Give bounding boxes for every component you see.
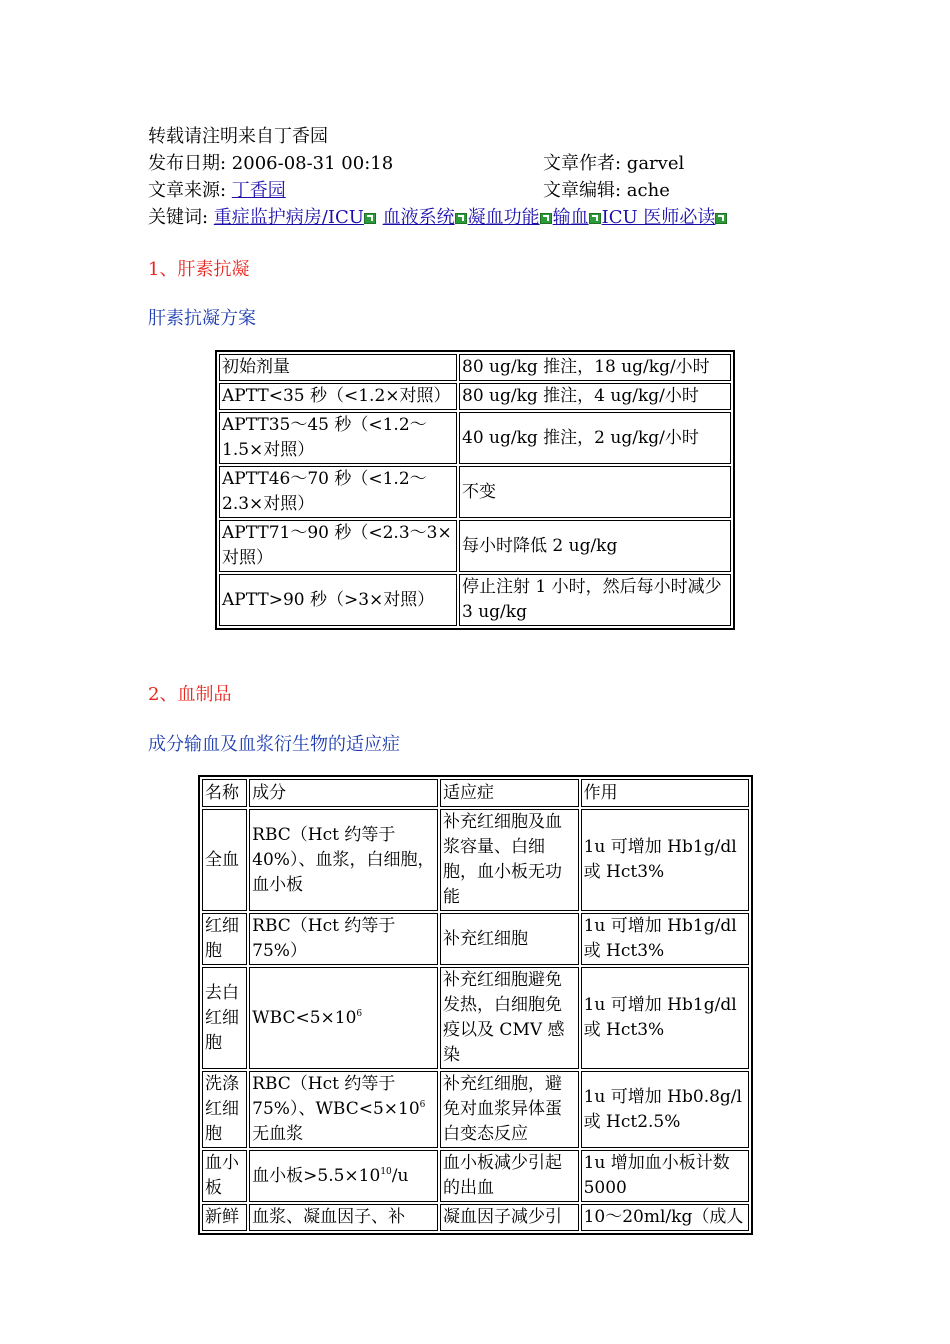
table-cell: RBC（Hct 约等于 75%） [249,913,438,965]
repost-note-text: 转载请注明来自丁香园 [148,126,328,147]
keywords-label: 关键词: [148,207,214,228]
column-header: 名称 [202,779,247,807]
editor-label: 文章编辑: [543,180,627,201]
table-cell: 1u 可增加 Hb0.8g/l 或 Hct2.5% [581,1071,749,1148]
repost-note [148,123,328,150]
table-row [202,1204,749,1231]
component-text: RBC（Hct 约等于 75%）、WBC<5×10 [252,1074,420,1119]
external-link-icon[interactable] [455,213,467,224]
component-text: WBC<5×10 [252,1007,357,1028]
keyword-link-coagulation[interactable]: 凝血功能 [467,207,540,228]
superscript: 6 [356,1008,363,1019]
keywords-row [148,204,728,231]
table-cell: 血小板 [202,1150,247,1202]
table-cell: 1u 可增加 Hb1g/dl 或 Hct3% [581,809,749,911]
external-link-icon[interactable] [364,213,376,224]
table-cell: 1u 增加血小板计数 5000 [581,1150,749,1202]
table-cell: 全血 [202,809,247,911]
keyword-link-icu-must-read[interactable]: ICU 医师必读 [601,207,716,228]
editor-name: ache [626,180,670,201]
table-cell: APTT35～45 秒（<1.2～1.5×对照） [219,412,457,464]
publish-date: 2006-08-31 00:18 [231,153,394,174]
table-cell: 补充红细胞及血浆容量、白细胞，血小板无功能 [440,809,579,911]
table-cell: APTT71～90 秒（<2.3～3×对照） [219,520,457,572]
table-cell: 停止注射 1 小时，然后每小时减少 3 ug/kg [459,574,731,626]
superscript: 6 [419,1100,426,1110]
table-header-row [202,779,749,807]
table-cell: 去白红细胞 [202,967,247,1069]
column-header: 适应症 [440,779,579,807]
table-cell: 80 ug/kg 推注，18 ug/kg/小时 [459,354,731,381]
author-field [543,150,684,177]
table-row [219,574,731,626]
column-header: 作用 [581,779,749,807]
author-label: 文章作者: [543,153,627,174]
column-header: 成分 [249,779,438,807]
table-cell: 每小时降低 2 ug/kg [459,520,731,572]
table-row [219,466,731,518]
table-cell: 1u 可增加 Hb1g/dl 或 Hct3% [581,967,749,1069]
publish-row [148,150,848,177]
table-row [219,354,731,381]
blood-products-table [198,775,753,1235]
table-cell: 补充红细胞避免发热，白细胞免疫以及 CMV 感染 [440,967,579,1069]
component-text: 血小板>5.5×10 [252,1165,381,1186]
table-cell: 初始剂量 [219,354,457,381]
table-row [202,967,749,1069]
table-cell [249,1071,438,1148]
table-cell: RBC（Hct 约等于 40%）、血浆，白细胞，血小板 [249,809,438,911]
superscript: 10 [380,1166,392,1177]
table-cell: 洗涤红细胞 [202,1071,247,1148]
table-cell: 凝血因子减少引 [440,1204,579,1231]
table-row [202,1150,749,1202]
table-cell: APTT<35 秒（<1.2×对照） [219,383,457,410]
table-cell: APTT>90 秒（>3×对照） [219,574,457,626]
table-cell: 血浆、凝血因子、补 [249,1204,438,1231]
keyword-link-icu[interactable]: 重症监护病房/ICU [213,207,364,228]
editor-field [543,177,670,204]
section1-heading: 1、肝素抗凝 [148,259,250,280]
source-label: 文章来源: [148,180,232,201]
table-row [202,1071,749,1148]
component-text: /u [391,1165,409,1186]
table-row [219,520,731,572]
table-row [219,412,731,464]
source-row [148,177,848,204]
table-cell: 40 ug/kg 推注，2 ug/kg/小时 [459,412,731,464]
table-cell: 血小板减少引起的出血 [440,1150,579,1202]
publish-label: 发布日期: [148,153,232,174]
table-cell: 10～20ml/kg（成人 [581,1204,749,1231]
table-cell: 红细胞 [202,913,247,965]
table-row [202,809,749,911]
keyword-link-blood-system[interactable]: 血液系统 [382,207,455,228]
keyword-link-transfusion[interactable]: 输血 [552,207,589,228]
heparin-table [215,350,735,630]
table-cell: 80 ug/kg 推注，4 ug/kg/小时 [459,383,731,410]
table-cell: APTT46～70 秒（<1.2～2.3×对照） [219,466,457,518]
section2-heading: 2、血制品 [148,684,232,705]
table-cell: 不变 [459,466,731,518]
external-link-icon[interactable] [589,213,601,224]
source-link[interactable]: 丁香园 [231,180,286,201]
table-row [219,383,731,410]
external-link-icon[interactable] [715,213,727,224]
table-cell: 补充红细胞 [440,913,579,965]
author-name: garvel [626,153,685,174]
section1-subheading: 肝素抗凝方案 [148,308,256,329]
table-cell [249,1150,438,1202]
external-link-icon[interactable] [540,213,552,224]
table-cell: 补充红细胞，避免对血浆异体蛋白变态反应 [440,1071,579,1148]
component-text: 无血浆 [252,1124,304,1144]
table-cell: 1u 可增加 Hb1g/dl 或 Hct3% [581,913,749,965]
section2-subheading: 成分输血及血浆衍生物的适应症 [148,734,400,755]
table-cell [249,967,438,1069]
table-cell: 新鲜 [202,1204,247,1231]
table-row [202,913,749,965]
